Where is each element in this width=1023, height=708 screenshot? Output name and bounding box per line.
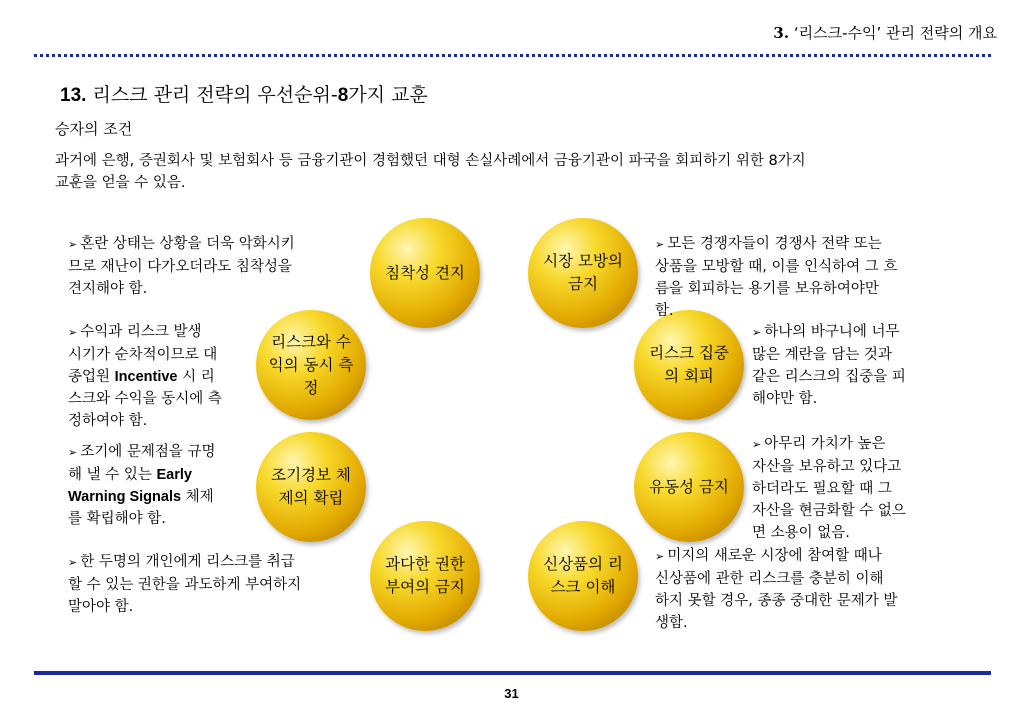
lesson-circle-risk-return: 리스크와 수익의 동시 측정 xyxy=(256,310,366,420)
slide-title: 13. 리스크 관리 전략의 우선순위-8가지 교훈 xyxy=(60,84,428,106)
lesson-circle-liquidity: 유동성 금지 xyxy=(634,432,744,542)
bullet-new-product-risk: ➢ 미지의 새로운 시장에 참여할 때나 신상품에 관한 리스크를 충분히 이해 하지 못할 경우, 종종 중대한 문제가 발 생함. xyxy=(655,548,898,631)
bullet-early-warning: ➢ 조기에 문제점을 규명 해 낼 수 있는 Early Warning Signals 체제 를 확립해야 함. xyxy=(68,444,216,527)
bullet-no-imitation: ➢ 모든 경쟁자들이 경쟁사 전략 또는 상품을 모방할 때, 이를 인식하여 그 흐 름을 회피하는 용기를 보유하여야만 함. xyxy=(655,236,898,319)
slide-subtitle: 승자의 조건 xyxy=(55,120,133,138)
bullet-calm: ➢ 혼란 상태는 상황을 더욱 악화시키 므로 재난이 다가오더라도 침착성을 견지해야 함. xyxy=(68,236,295,297)
section-header xyxy=(773,22,997,43)
lesson-circle-calm: 침착성 견지 xyxy=(370,218,480,328)
section-number: 3. xyxy=(773,24,790,42)
bullet-excess-authority: ➢ 한 두명의 개인에게 리스크를 취급 할 수 있는 권한을 과도하게 부여하지 말아야 함. xyxy=(68,554,302,615)
lesson-circle-no-imitation: 시장 모방의 금지 xyxy=(528,218,638,328)
lesson-circle-risk-concentration: 리스크 집중의 회피 xyxy=(634,310,744,420)
bullet-liquidity: ➢ 아무리 가치가 높은 자산을 보유하고 있다고 하더라도 필요할 때 그 자산을 현금화할 수 없으 면 소용이 없음. xyxy=(752,436,906,541)
lesson-circle-excess-authority: 과다한 권한 부여의 금지 xyxy=(370,521,480,631)
page-number: 31 xyxy=(504,686,519,701)
bullet-risk-return: ➢ 수익과 리스크 발생 시기가 순차적이므로 대 종업원 Incentive 시 리 스크와 수익을 동시에 측 정하여야 함. xyxy=(68,324,222,429)
section-title: ‘리스크-수익’ 관리 전략의 개요 xyxy=(793,24,997,42)
lesson-circle-early-warning: 조기경보 체제의 확립 xyxy=(256,432,366,542)
intro-paragraph: 과거에 은행, 증권회사 및 보험회사 등 금융기관이 경험했던 대형 손실사례에서 금융기관이 파국을 회피하기 위한 8가지 교훈을 얻을 수 있음. xyxy=(55,153,806,191)
header-dotted-rule xyxy=(34,54,991,57)
bullet-risk-concentration: ➢ 하나의 바구니에 너무 많은 계란을 담는 것과 같은 리스크의 집중을 피 해야만 함. xyxy=(752,324,906,407)
lesson-circle-new-product-risk: 신상품의 리스크 이해 xyxy=(528,521,638,631)
footer-rule xyxy=(34,671,991,675)
